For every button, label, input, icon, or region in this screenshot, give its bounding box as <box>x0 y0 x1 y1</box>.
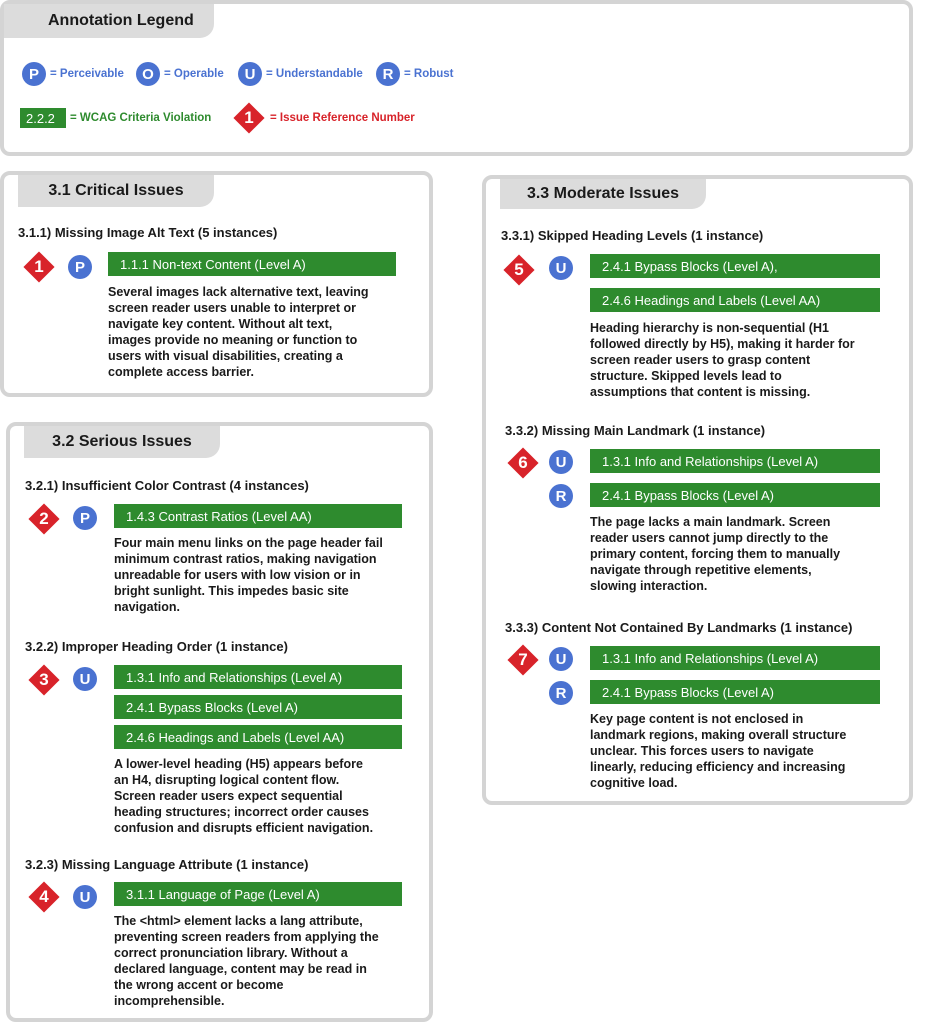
principle-badge-u: U <box>549 256 573 280</box>
issue-heading-3-2-2: 3.2.2) Improper Heading Order (1 instance) <box>25 639 288 654</box>
issue-number-2: 2 <box>39 509 49 528</box>
legend-title: Annotation Legend <box>4 4 214 38</box>
issue-description-7: Key page content is not enclosed in landmark regions, making overall structure unclear. This forces users to navigate linearly, reducing efficiency and increasing cognitive load. <box>590 712 847 790</box>
principle-badge-p: P <box>22 62 46 86</box>
legend-criteria-label: = WCAG Criteria Violation <box>70 112 212 124</box>
critical-issues-panel <box>0 171 433 397</box>
criteria-1-3-1: 1.3.1 Info and Relationships (Level A) <box>114 665 402 689</box>
principle-badge-o: O <box>136 62 160 86</box>
principle-badge-r: R <box>549 484 573 508</box>
critical-issues-title: 3.1 Critical Issues <box>18 175 214 207</box>
principle-badge-u: U <box>238 62 262 86</box>
issue-heading-3-1-1: 3.1.1) Missing Image Alt Text (5 instances) <box>18 225 278 240</box>
issue-number-6: 6 <box>518 453 528 472</box>
legend-issue-label: = Issue Reference Number <box>270 112 415 124</box>
principle-badge-u: U <box>73 667 97 691</box>
criteria-1-3-1: 1.3.1 Info and Relationships (Level A) <box>590 449 880 473</box>
principle-badge-u: U <box>549 450 573 474</box>
issue-description-5: Heading hierarchy is non-sequential (H1 followed directly by H5), making it harder for screen reader users to grasp content structure. Skipped levels lead to assumptions that content is missing. <box>590 321 855 399</box>
issue-heading-3-2-3: 3.2.3) Missing Language Attribute (1 instance) <box>25 857 309 872</box>
criteria-2-4-6: 2.4.6 Headings and Labels (Level AA) <box>590 288 880 312</box>
criteria-1-3-1: 1.3.1 Info and Relationships (Level A) <box>590 646 880 670</box>
legend-understandable-label: = Understandable <box>266 68 363 80</box>
criteria-2-4-1: 2.4.1 Bypass Blocks (Level A) <box>590 483 880 507</box>
moderate-issues-title: 3.3 Moderate Issues <box>500 179 706 209</box>
issue-description-3: A lower-level heading (H5) appears before an H4, disrupting logical content flow. Screen reader users expect sequential heading structures; incorrect order causes confusion and disrupts efficient navigation. <box>114 757 374 835</box>
principle-badge-u: U <box>549 647 573 671</box>
serious-issues-title: 3.2 Serious Issues <box>24 426 220 458</box>
principle-badge-u: U <box>73 885 97 909</box>
criteria-3-1-1: 3.1.1 Language of Page (Level A) <box>114 882 402 906</box>
issue-heading-3-3-3: 3.3.3) Content Not Contained By Landmarks (1 instance) <box>505 620 853 635</box>
issue-number-7: 7 <box>518 650 528 669</box>
principle-badge-p: P <box>68 255 92 279</box>
issue-number-3: 3 <box>39 670 49 689</box>
issue-number-5: 5 <box>514 260 524 279</box>
principle-badge-r: R <box>549 681 573 705</box>
criteria-1-4-3: 1.4.3 Contrast Ratios (Level AA) <box>114 504 402 528</box>
principle-badge-r: R <box>376 62 400 86</box>
moderate-issues-panel <box>482 175 913 805</box>
issue-number-1: 1 <box>34 257 44 276</box>
legend-issue-number: 1 <box>244 108 254 127</box>
issue-description-1: Several images lack alternative text, leaving screen reader users unable to interpret or navigate key content. Without alt text, images provide no meaning or function to users with visual disabilities, creating a complete access barrier. <box>108 285 369 379</box>
legend-perceivable-label: = Perceivable <box>50 68 124 80</box>
issue-number-4: 4 <box>39 887 49 906</box>
principle-badge-p: P <box>73 506 97 530</box>
issue-heading-3-3-1: 3.3.1) Skipped Heading Levels (1 instance) <box>501 228 764 243</box>
criteria-2-4-1: 2.4.1 Bypass Blocks (Level A) <box>590 680 880 704</box>
issue-heading-3-2-1: 3.2.1) Insufficient Color Contrast (4 instances) <box>25 478 309 493</box>
criteria-2-4-1: 2.4.1 Bypass Blocks (Level A) <box>114 695 402 719</box>
criteria-2-4-6: 2.4.6 Headings and Labels (Level AA) <box>114 725 402 749</box>
legend-robust-label: = Robust <box>404 68 454 80</box>
serious-issues-panel <box>6 422 433 1022</box>
issue-heading-3-3-2: 3.3.2) Missing Main Landmark (1 instance) <box>505 423 766 438</box>
legend-panel <box>0 0 913 156</box>
issue-description-4: The <html> element lacks a lang attribute, preventing screen readers from applying the correct pronunciation library. Without a declared language, content may be read in the wrong accent or become incomprehensible. <box>114 914 379 1008</box>
issue-description-2: Four main menu links on the page header fail minimum contrast ratios, making navigation unreadable for users with low vision or in bright sunlight. This impedes basic site navigation. <box>114 536 383 614</box>
issue-description-6: The page lacks a main landmark. Screen reader users cannot jump directly to the primary content, forcing them to manually navigate through repetitive elements, slowing interaction. <box>590 515 841 593</box>
criteria-2-4-1: 2.4.1 Bypass Blocks (Level A), <box>590 254 880 278</box>
legend-criteria-sample: 2.2.2 <box>20 108 66 128</box>
criteria-1-1-1: 1.1.1 Non-text Content (Level A) <box>108 252 396 276</box>
legend-operable-label: = Operable <box>164 68 224 80</box>
